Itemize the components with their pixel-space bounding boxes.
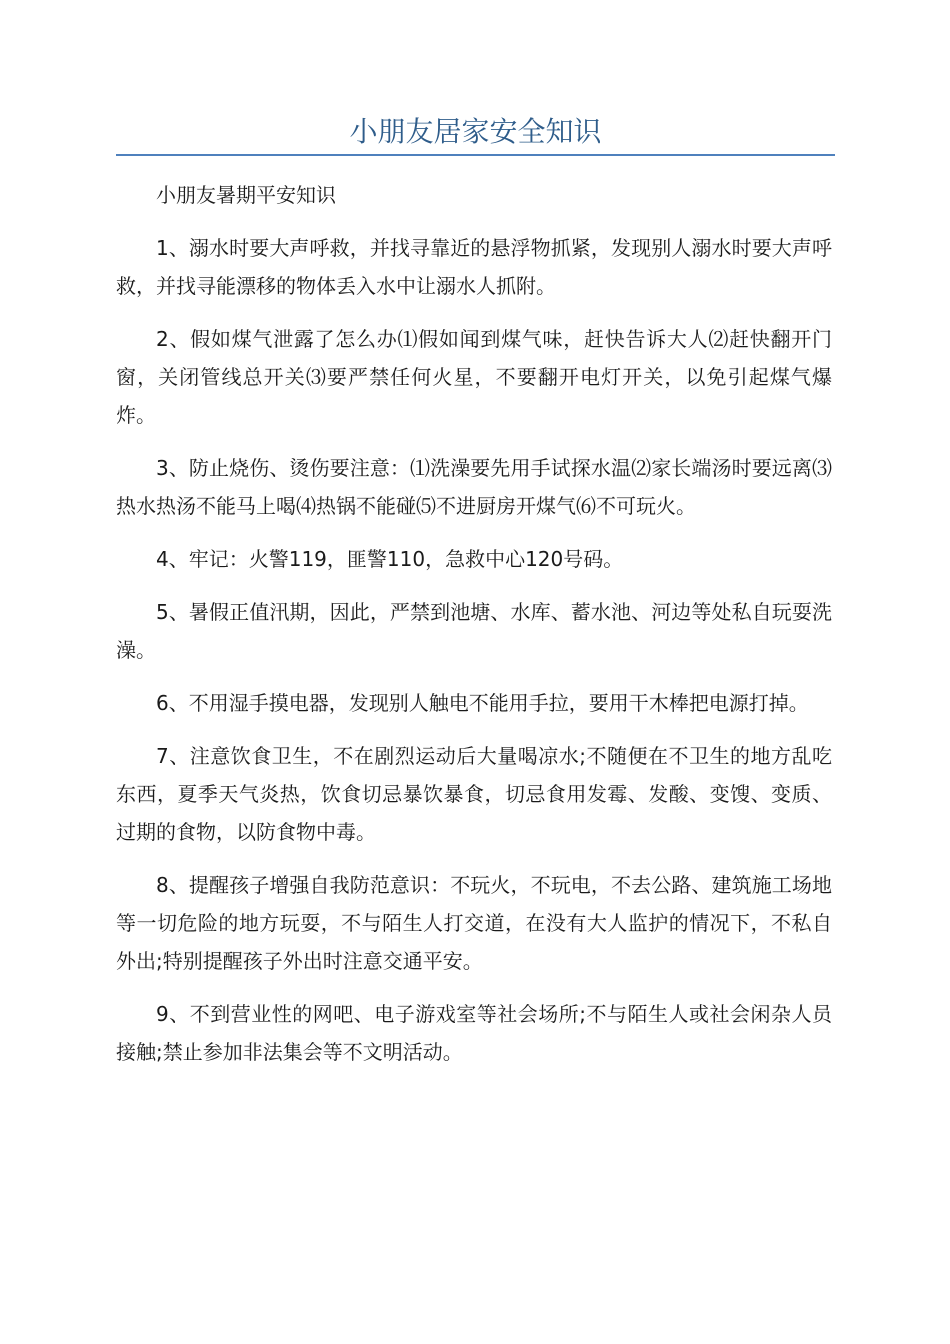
title-underline [116,154,835,156]
paragraph-2: 2、假如煤气泄露了怎么办⑴假如闻到煤气味，赶快告诉大人⑵赶快翻开门窗，关闭管线总开关⑶要严禁任何火星，不要翻开电灯开关，以免引起煤气爆炸。 [116,327,832,427]
document-title: 小朋友居家安全知识 [349,115,602,148]
paragraph-1: 1、溺水时要大声呼救，并找寻靠近的悬浮物抓紧，发现别人溺水时要大声呼救，并找寻能漂移的物体丢入水中让溺水人抓附。 [116,236,832,298]
paragraph-6: 6、不用湿手摸电器，发现别人触电不能用手拉，要用干木棒把电源打掉。 [156,691,809,715]
paragraph-3: 3、防止烧伤、烫伤要注意：⑴洗澡要先用手试探水温⑵家长端汤时要远离⑶热水热汤不能马上喝⑷热锅不能碰⑸不进厨房开煤气⑹不可玩火。 [116,456,832,518]
paragraph-5: 5、暑假正值汛期，因此，严禁到池塘、水库、蓄水池、河边等处私自玩耍洗澡。 [116,600,832,662]
document-body [116,176,832,1086]
subtitle-paragraph: 小朋友暑期平安知识 [156,183,336,207]
paragraph-4: 4、牢记：火警119，匪警110，急救中心120号码。 [156,547,624,571]
paragraph-7: 7、注意饮食卫生，不在剧烈运动后大量喝凉水;不随便在不卫生的地方乱吃东西，夏季天气炎热，饮食切忌暴饮暴食，切忌食用发霉、发酸、变馊、变质、过期的食物，以防食物中毒。 [116,744,832,844]
paragraph-9: 9、不到营业性的网吧、电子游戏室等社会场所;不与陌生人或社会闲杂人员接触;禁止参加非法集会等不文明活动。 [116,1002,832,1064]
paragraph-8: 8、提醒孩子增强自我防范意识：不玩火，不玩电，不去公路、建筑施工场地等一切危险的地方玩耍，不与陌生人打交道，在没有大人监护的情况下，不私自外出;特别提醒孩子外出时注意交通平安。 [116,873,832,973]
